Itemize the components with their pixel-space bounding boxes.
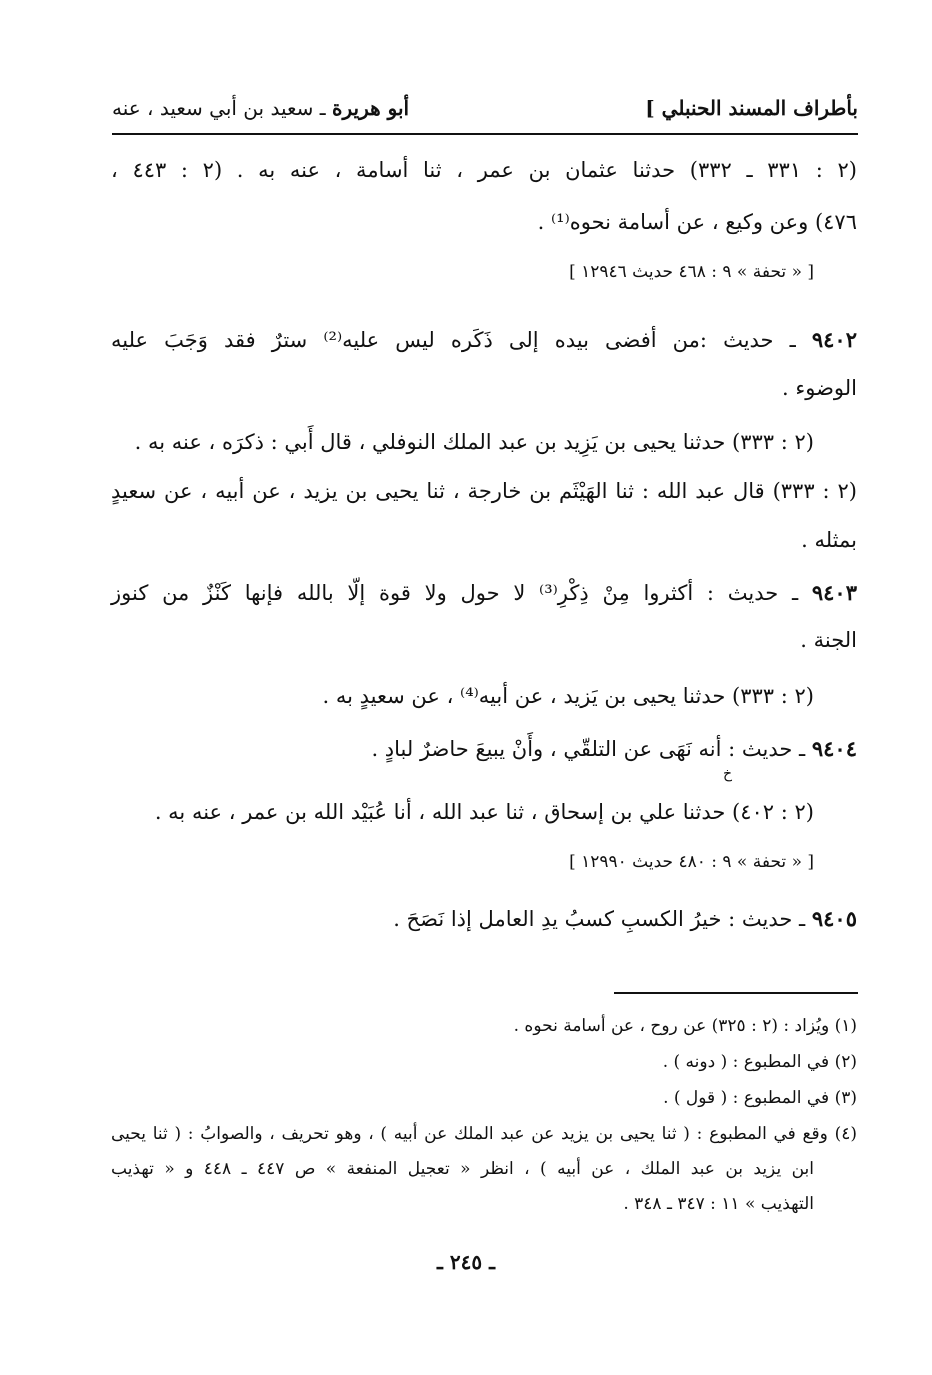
header-section-title [112, 96, 409, 120]
footnote-3: (٣) في المطبوع : ( قول ) . [663, 1088, 857, 1108]
hadith-9402-line-1 [111, 327, 857, 352]
running-header [112, 92, 858, 128]
header-section-bold: أبو هريرة [331, 96, 410, 120]
hadith-9402-line-2: الوضوء . [782, 376, 857, 400]
hadith-9403-line-1 [111, 580, 857, 605]
page-number: ـ ٢٤٥ ـ [437, 1250, 495, 1274]
text-line-1: (٢ : ٣٣١ ـ ٣٣٢) حدثنا عثمان بن عمر ، ثنا أسامة ، عنه به . (٢ : ٤٤٣ ، [111, 158, 857, 182]
text-line-6: (٢ : ٣٣٣) قال عبد الله : ثنا الهَيْثَم بن خارجة ، ثنا يحيى بن يزيد ، عن أبيه ، عن سعيدٍ [111, 479, 857, 503]
hadith-number: ٩٤٠٤ [811, 736, 857, 761]
text-line-2: ٤٧٦) وعن وكيع ، عن أسامة نحوه⁽¹⁾ . [537, 210, 857, 234]
header-book-title: بأطراف المسند الحنبلي ] [645, 96, 858, 120]
text-line-7: بمثله . [801, 528, 857, 552]
tuhfa-reference-1: [ « تحفة » ٩ : ٤٦٨ حديث ١٢٩٤٦ ] [569, 262, 814, 282]
footnote-rule [614, 992, 858, 994]
header-rule [112, 133, 858, 135]
footnote-2: (٢) في المطبوع : ( دونه ) . [662, 1052, 857, 1072]
hadith-number: ٩٤٠٢ [811, 327, 857, 352]
hadith-number: ٩٤٠٥ [811, 906, 857, 931]
text-line-10: (٢ : ٣٣٣) حدثنا يحيى بن يَزيد ، عن أبيه⁽⁴⁾ ، عن سعيدٍ به . [322, 684, 814, 708]
footnote-4-line-3: التهذيب » ١١ : ٣٤٧ ـ ٣٤٨ . [623, 1194, 814, 1214]
hadith-text: ـ حديث : أكثروا مِنْ ذِكْرِ⁽³⁾ لا حول ولا قوة إلّا بالله فإنها كَنْزٌ من كنوز [111, 581, 812, 605]
hadith-text: ـ حديث : خيرُ الكسبِ كسبُ يدِ العامل إذا نَصَحَ . [393, 907, 812, 931]
hadith-9403-line-2: الجنة . [800, 628, 857, 652]
hadith-9405-line-1 [111, 906, 857, 931]
text-line-5: (٢ : ٣٣٣) حدثنا يحيى بن يَزِيد بن عبد الملك النوفلي ، قال أَبي : ذكرَه ، عنه به . [134, 430, 814, 454]
hadith-number: ٩٤٠٣ [811, 580, 857, 605]
marginal-mark: خ [722, 766, 732, 782]
hadith-text: ـ حديث : أنه نَهَى عن التلقّي ، وأَنْ يبيعَ حاضرٌ لبادٍ . [371, 737, 812, 761]
text-line-12: (٢ : ٤٠٢) حدثنا علي بن إسحاق ، ثنا عبد الله ، أنا عُبَيْد الله بن عمر ، عنه به . [154, 800, 814, 824]
footnote-4-line-2: ابن يزيد بن عبد الملك ، عن أبيه ) ، انظر « تعجيل المنفعة » ص ٤٤٧ ـ ٤٤٨ و « تهذيب [111, 1159, 814, 1179]
hadith-9404-line-1 [111, 736, 857, 761]
footnote-1: (١) ويُزاد : (٢ : ٣٢٥) عن روح ، عن أسامة نحوه . [513, 1016, 857, 1036]
footnote-4-line-1: (٤) وقع في المطبوع : ( ثنا يحيى بن يزيد عن عبد الملك عن أبيه ) ، وهو تحريف ، والصوابُ : ( ثنا يحيى [111, 1124, 857, 1144]
header-section-rest: ـ سعيد بن أبي سعيد ، عنه [112, 96, 332, 120]
tuhfa-reference-2: [ « تحفة » ٩ : ٤٨٠ حديث ١٢٩٩٠ ] [569, 852, 814, 872]
hadith-text: ـ حديث :من أفضى بيده إلى ذَكَره ليس عليه⁽²⁾ سترٌ فقد وَجَبَ عليه [111, 328, 812, 352]
